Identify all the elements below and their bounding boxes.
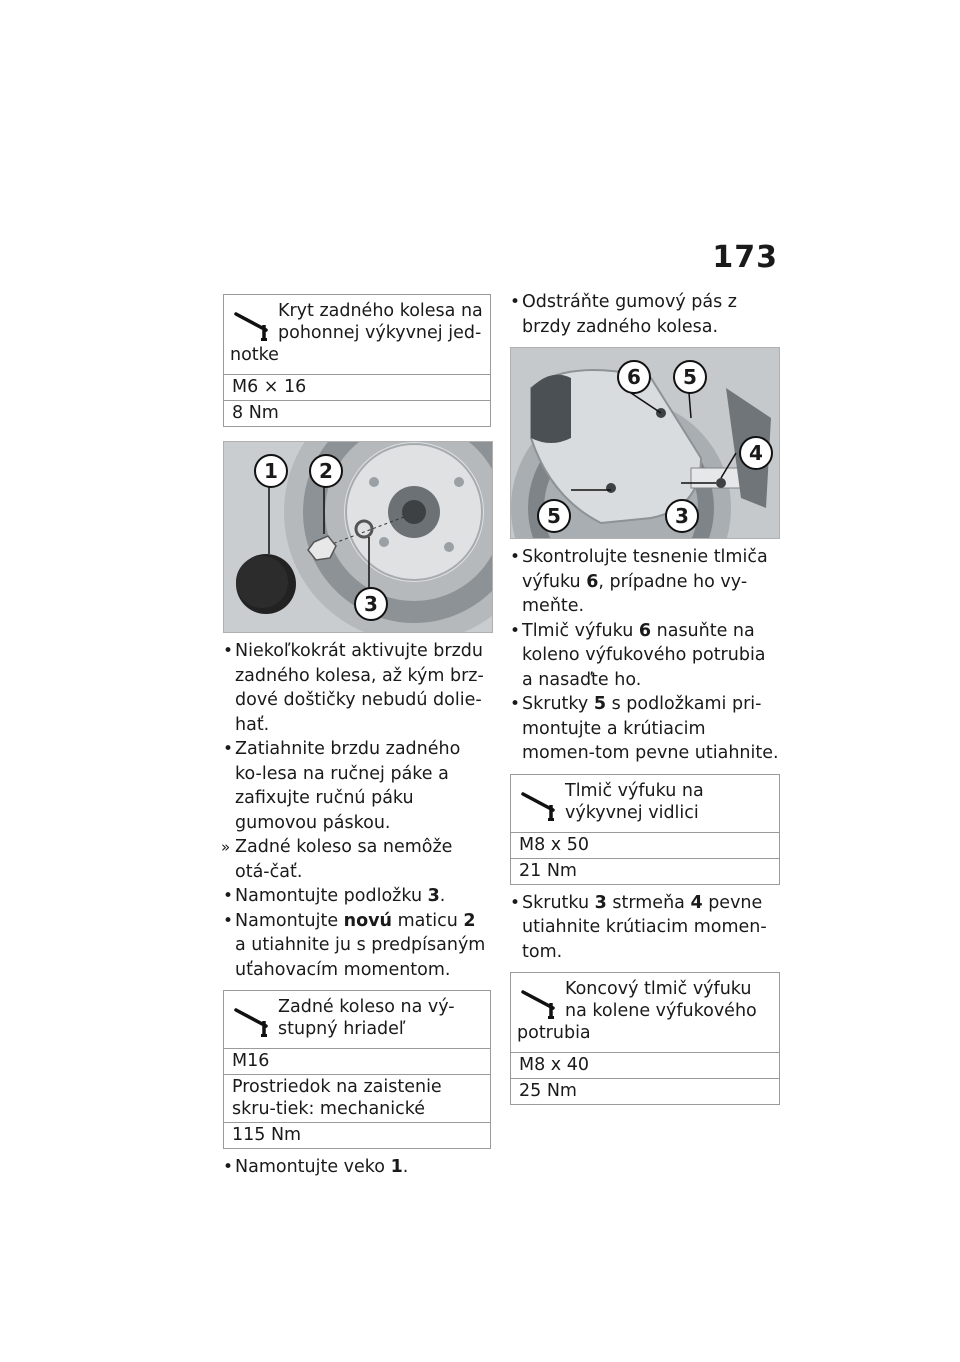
spec-row: 25 Nm: [511, 1078, 779, 1104]
callout-ref: 3: [427, 886, 440, 906]
callout-3: 3: [354, 587, 388, 621]
step-item: • Zatiahnite brzdu zadného ko-lesa na ručnej páke a zafixujte ručnú páku gumovou páskou.: [223, 737, 491, 835]
callout-6: 6: [617, 360, 651, 394]
step-text: a utiahnite ju s predpísaným uťahovacím momentom.: [235, 935, 486, 980]
step-item: [510, 692, 780, 766]
callout-4: 4: [739, 436, 773, 470]
step-item: [510, 545, 780, 619]
spec-header: [224, 991, 490, 1048]
step-text: Namontujte podložku: [235, 886, 428, 906]
exhaust-figure: [510, 347, 780, 539]
spec-title: Kryt zadného kolesa na pohonnej výkyvnej jed-notke: [230, 301, 483, 365]
step-item: [223, 884, 491, 909]
steps-list: [223, 1155, 491, 1180]
step-text: Tlmič výfuku: [522, 620, 639, 641]
step-text: Namontujte: [235, 910, 344, 931]
left-column: [223, 294, 491, 1180]
step-text: .: [439, 886, 446, 906]
step-text: Skrutku: [522, 892, 595, 913]
torque-spec-cover: [223, 294, 491, 427]
callout-3: 3: [665, 499, 699, 533]
callout-5: 5: [537, 499, 571, 533]
spec-row: 8 Nm: [224, 400, 490, 426]
step-text: Namontujte veko: [235, 1157, 391, 1177]
torque-wrench-icon: [230, 300, 274, 344]
spec-header: [511, 973, 779, 1052]
callout-ref: 6: [586, 571, 599, 592]
callout-5: 5: [673, 360, 707, 394]
step-item: [223, 1155, 491, 1180]
steps-list: [510, 891, 780, 965]
torque-wrench-icon: [517, 780, 561, 824]
spec-title: Zadné koleso na vý-stupný hriadeľ: [278, 997, 455, 1039]
spec-header: [224, 295, 490, 374]
spec-row: M16: [224, 1048, 490, 1074]
step-text: nasuňte na koleno výfukového potrubia a nasaďte ho.: [522, 620, 766, 690]
spec-header: [511, 775, 779, 832]
callout-ref: 6: [638, 620, 652, 641]
result-item: » Zadné koleso sa nemôže otá-čať.: [223, 835, 491, 884]
step-text: pevne utiahnite krútiacim momen-tom.: [522, 892, 767, 962]
step-text: Skontrolujte tesnenie tlmiča výfuku: [522, 547, 768, 592]
emphasis: novú: [343, 910, 393, 931]
torque-spec-muffler-swingarm: [510, 774, 780, 885]
torque-spec-wheel: [223, 990, 491, 1149]
step-item: [510, 891, 780, 965]
right-column: [510, 294, 780, 1111]
torque-wrench-icon: [230, 996, 274, 1040]
steps-list: [510, 545, 780, 766]
steps-list: [223, 639, 491, 982]
step-item: [223, 909, 491, 983]
callout-1: 1: [254, 454, 288, 488]
spec-row: 115 Nm: [224, 1122, 490, 1148]
callout-ref: 1: [390, 1157, 403, 1177]
torque-wrench-icon: [517, 978, 561, 1022]
spec-row: M8 x 40: [511, 1052, 779, 1078]
step-text: , prípadne ho vy-meňte.: [522, 571, 748, 616]
steps-list: [510, 290, 780, 339]
spec-row: 21 Nm: [511, 858, 779, 884]
page-number: 173: [712, 240, 778, 275]
callout-ref: 3: [594, 892, 607, 913]
torque-spec-muffler-elbow: [510, 972, 780, 1105]
step-text: maticu: [392, 910, 464, 931]
step-text: .: [402, 1157, 409, 1177]
step-text: s podložkami pri-montujte a krútiacim momen-tom pevne utiahnite.: [522, 694, 779, 763]
spec-row: M8 x 50: [511, 832, 779, 858]
spec-row: Prostriedok na zaistenie skru-tiek: mechanické: [224, 1074, 490, 1122]
step-text: strmeňa: [606, 892, 691, 913]
spec-row: M6 × 16: [224, 374, 490, 400]
callout-ref: 4: [690, 892, 703, 913]
step-item: [510, 619, 780, 693]
step-item: • Niekoľkokrát aktivujte brzdu zadného kolesa, až kým brz-dové doštičky nebudú dolie-hať.: [223, 639, 491, 737]
callout-2: 2: [309, 454, 343, 488]
step-item: • Odstráňte gumový pás z brzdy zadného kolesa.: [510, 290, 780, 339]
callout-ref: 2: [463, 910, 476, 931]
step-text: Skrutky: [522, 694, 594, 714]
callout-ref: 5: [593, 694, 607, 714]
rear-wheel-figure: [223, 441, 493, 633]
spec-title: Koncový tlmič výfuku na kolene výfukového potrubia: [517, 979, 757, 1043]
spec-title: Tlmič výfuku na výkyvnej vidlici: [565, 780, 704, 823]
